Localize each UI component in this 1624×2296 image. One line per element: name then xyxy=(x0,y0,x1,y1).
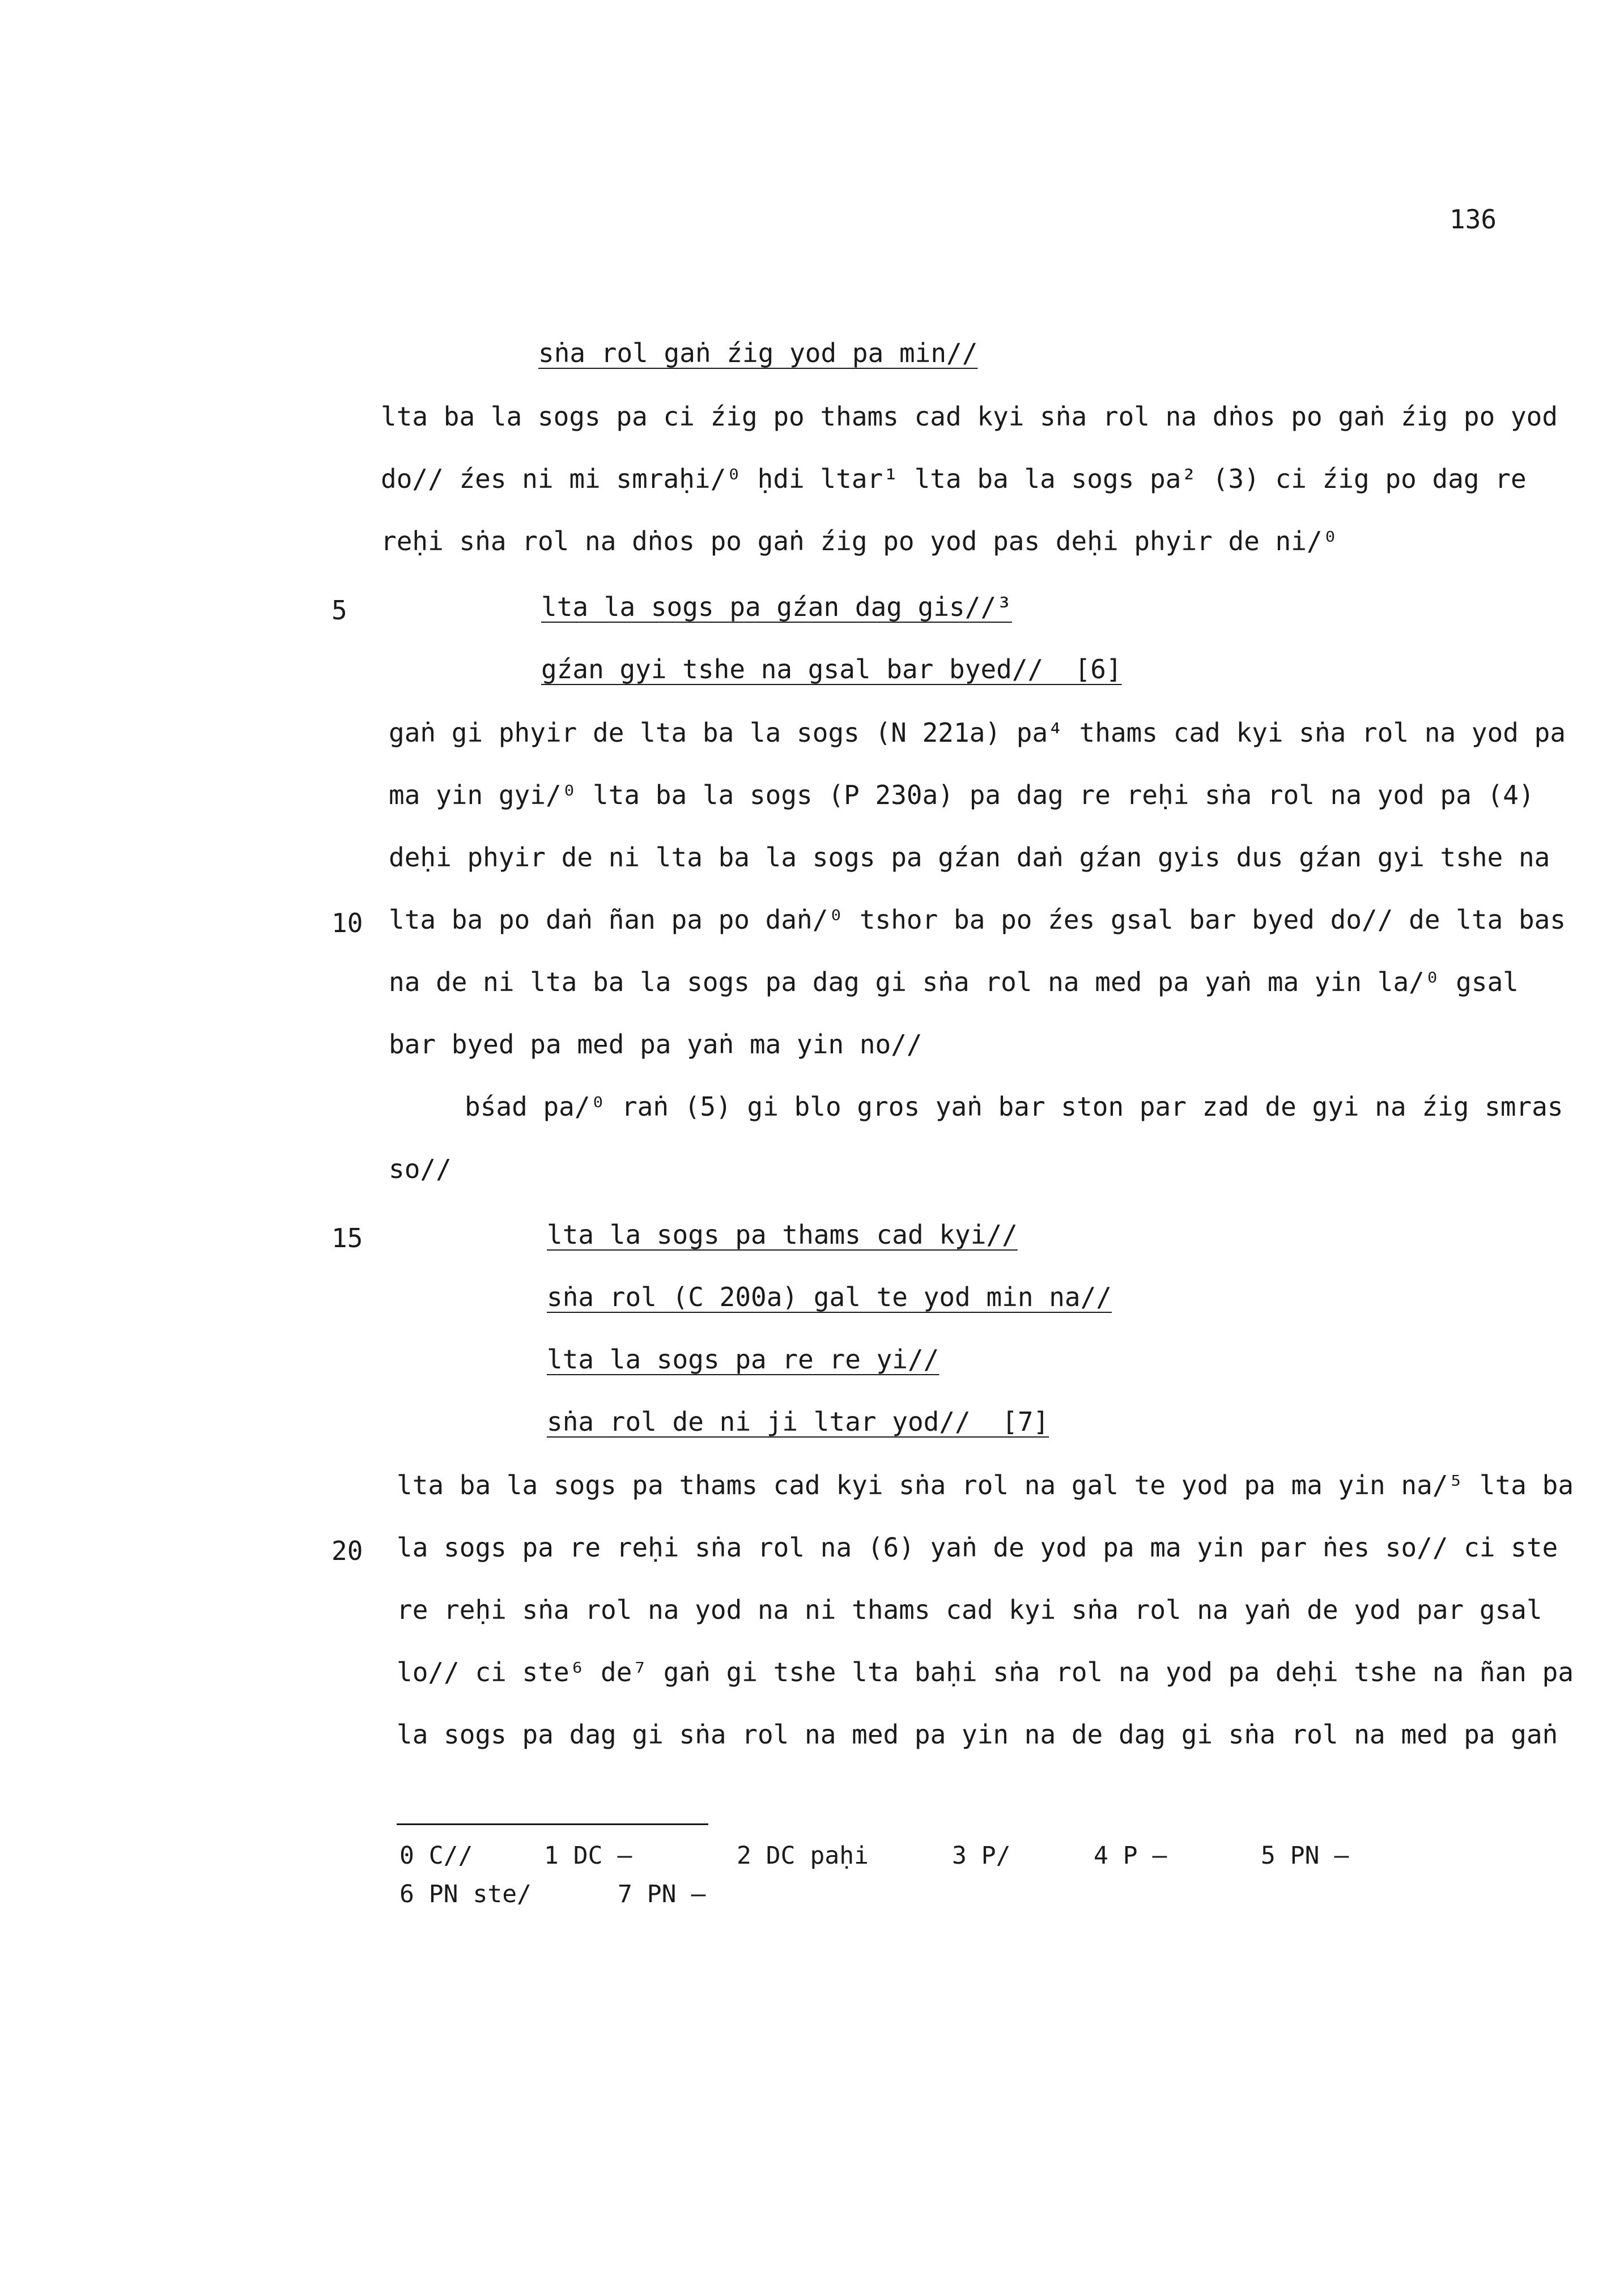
prose-line: do// źes ni mi smraḥi/⁰ ḥdi ltar¹ lta ba la sogs pa² (3) ci źig po dag re xyxy=(381,464,1527,494)
footnote: 6 PN ste/ xyxy=(399,1880,532,1908)
footnote: 4 P — xyxy=(1094,1842,1167,1870)
line-number: 15 xyxy=(331,1223,363,1253)
verse-line: gźan gyi tshe na gsal bar byed// [6] xyxy=(541,654,1122,684)
verse-line: lta la sogs pa thams cad kyi// xyxy=(547,1219,1018,1250)
footnote: 1 DC — xyxy=(544,1842,632,1870)
prose-line: la sogs pa re reḥi sṅa rol na (6) yaṅ de yod pa ma yin par ṅes so// ci ste xyxy=(397,1532,1558,1563)
prose-line: lta ba po daṅ ñan pa po daṅ/⁰ tshor ba po źes gsal bar byed do// de lta bas xyxy=(389,904,1566,935)
footnote: 3 P/ xyxy=(952,1842,1011,1870)
page-number: 136 xyxy=(1449,204,1497,235)
footnote-rule xyxy=(397,1823,708,1825)
prose-line: lta ba la sogs pa ci źig po thams cad kyi sṅa rol na dṅos po gaṅ źig po yod xyxy=(381,401,1558,432)
footnote: 0 C// xyxy=(399,1842,473,1870)
prose-line: re reḥi sṅa rol na yod na ni thams cad kyi sṅa rol na yaṅ de yod par gsal xyxy=(397,1595,1542,1625)
verse-line: sṅa rol (C 200a) gal te yod min na// xyxy=(547,1282,1112,1312)
prose-line: so// xyxy=(389,1154,452,1184)
line-number: 10 xyxy=(331,908,363,938)
prose-line: na de ni lta ba la sogs pa dag gi sṅa rol na med pa yaṅ ma yin la/⁰ gsal xyxy=(389,967,1519,997)
verse-line: lta la sogs pa gźan dag gis//³ xyxy=(541,592,1012,622)
prose-line: ma yin gyi/⁰ lta ba la sogs (P 230a) pa dag re reḥi sṅa rol na yod pa (4) xyxy=(389,780,1534,810)
footnote: 7 PN — xyxy=(618,1880,706,1908)
verse-line: sṅa rol de ni ji ltar yod// [7] xyxy=(547,1406,1049,1437)
prose-line: bśad pa/⁰ raṅ (5) gi blo gros yaṅ bar ston par zad de gyi na źig smras xyxy=(465,1091,1563,1122)
prose-line: gaṅ gi phyir de lta ba la sogs (N 221a) pa⁴ thams cad kyi sṅa rol na yod pa xyxy=(389,717,1566,748)
verse-line: sṅa rol gaṅ źig yod pa min// xyxy=(538,338,978,368)
footnote: 2 DC paḥi xyxy=(737,1842,869,1870)
prose-line: la sogs pa dag gi sṅa rol na med pa yin na de dag gi sṅa rol na med pa gaṅ xyxy=(397,1719,1558,1750)
line-number: 20 xyxy=(331,1536,363,1566)
footnote: 5 PN — xyxy=(1261,1842,1349,1870)
prose-line: reḥi sṅa rol na dṅos po gaṅ źig po yod pas deḥi phyir de ni/⁰ xyxy=(381,526,1338,556)
line-number: 5 xyxy=(331,595,347,626)
prose-line: lo// ci ste⁶ de⁷ gaṅ gi tshe lta baḥi sṅa rol na yod pa deḥi tshe na ñan pa xyxy=(397,1657,1574,1687)
verse-line: lta la sogs pa re re yi// xyxy=(547,1344,939,1375)
prose-line: bar byed pa med pa yaṅ ma yin no// xyxy=(389,1029,922,1060)
prose-line: lta ba la sogs pa thams cad kyi sṅa rol na gal te yod pa ma yin na/⁵ lta ba xyxy=(397,1470,1574,1500)
prose-line: deḥi phyir de ni lta ba la sogs pa gźan daṅ gźan gyis dus gźan gyi tshe na xyxy=(389,842,1550,873)
